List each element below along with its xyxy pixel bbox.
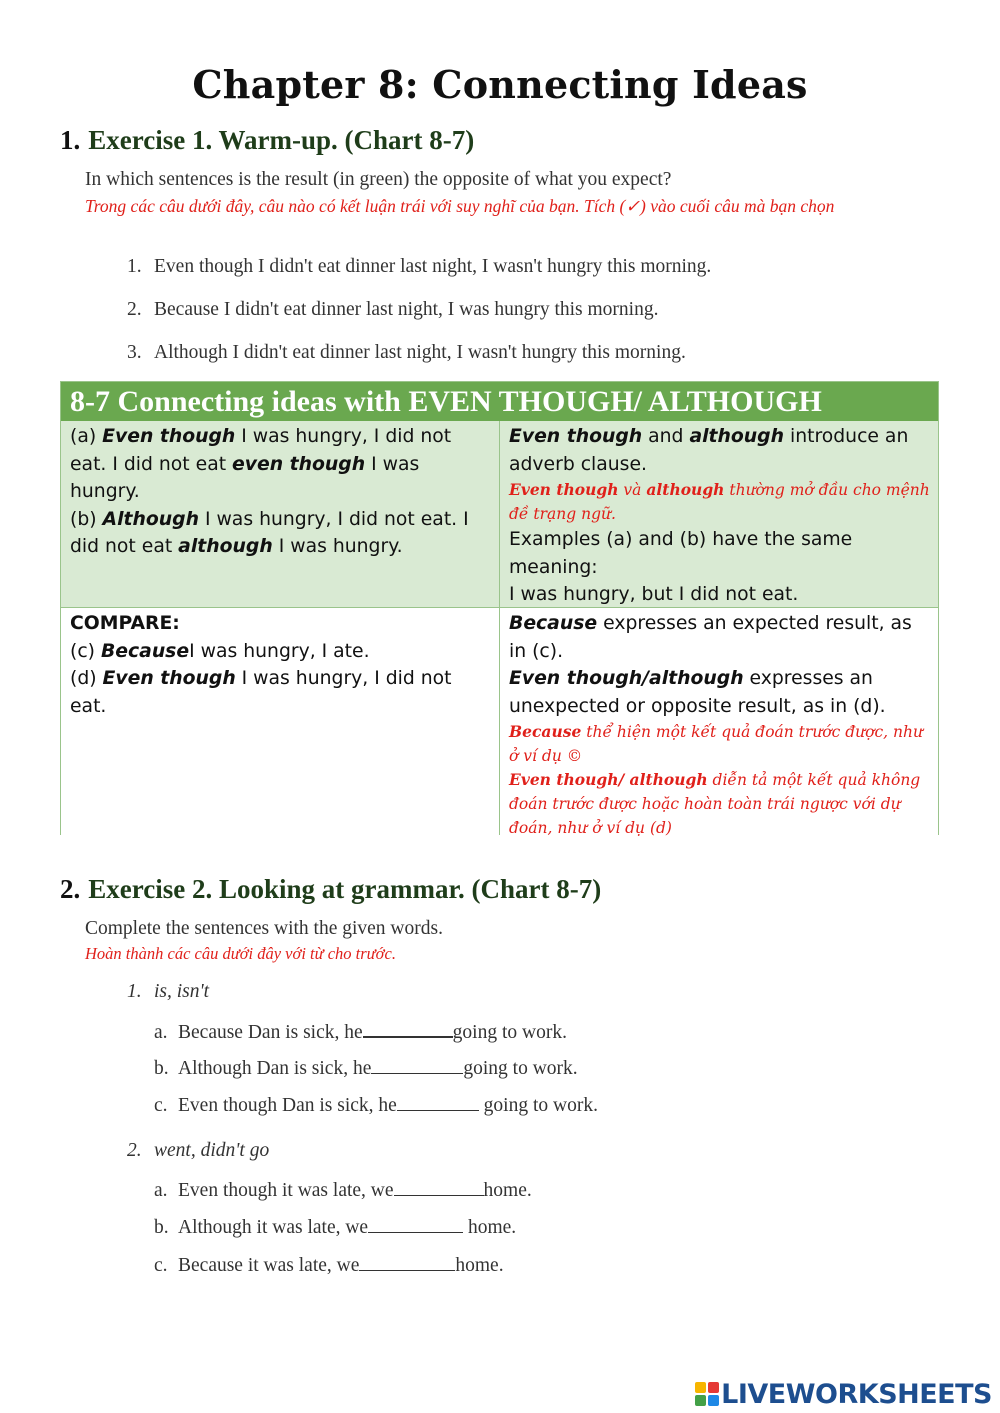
item-text-before: Although Dan is sick, he xyxy=(178,1058,372,1079)
vi-text: thường mở đầu cho mệnh đề trạng ngữ. xyxy=(509,481,930,523)
item-text-after: home. xyxy=(483,1180,532,1201)
sentence-number: 1. xyxy=(127,256,142,277)
item-letter: a. xyxy=(154,1180,168,1201)
logo-text: LIVEWORKSHEETS xyxy=(721,1378,992,1410)
liveworksheets-logo[interactable] xyxy=(695,1378,992,1410)
item-text-before: Even though it was late, we xyxy=(178,1180,394,1201)
item-letter: c. xyxy=(154,1255,168,1276)
examples-same-meaning: Examples (a) and (b) have the same meaning: xyxy=(509,529,853,578)
exercise-2-item xyxy=(154,1177,532,1202)
group-number: 2. xyxy=(127,1140,142,1161)
answer-blank[interactable] xyxy=(371,1055,463,1074)
vi-text: thể hiện một kết quả đoán trước được, như ở ví dụ © xyxy=(509,723,923,765)
chart-explanation-2 xyxy=(499,607,938,835)
sentence-number: 3. xyxy=(127,342,142,363)
sentence-number: 2. xyxy=(127,299,142,320)
group-2-words xyxy=(127,1140,269,1162)
group-number: 1. xyxy=(127,981,142,1002)
example-b-keyword: Although xyxy=(102,508,199,530)
exercise-2-item xyxy=(154,1252,504,1277)
example-b-text: I was hungry, I did not eat. I did not eat xyxy=(70,508,469,557)
example-d-text: I was hungry, I did not eat. xyxy=(70,668,452,717)
item-letter: b. xyxy=(154,1217,169,1238)
group-1-words xyxy=(127,981,209,1003)
compare-label: COMPARE: xyxy=(70,613,180,634)
chart-heading: 8-7 Connecting ideas with EVEN THOUGH/ ALTHOUGH xyxy=(61,382,938,421)
exercise-1-sentence[interactable] xyxy=(127,256,711,278)
example-c-label: (c) xyxy=(70,640,101,662)
exercise-2-number: 2. xyxy=(60,874,81,904)
explanation-vi xyxy=(509,478,930,526)
answer-blank[interactable] xyxy=(359,1252,455,1271)
explanation-text: expresses an expected result, as in (c). xyxy=(509,613,912,662)
exercise-1-instruction: In which sentences is the result (in green) the opposite of what you expect? xyxy=(85,169,672,190)
example-d-label: (d) xyxy=(70,668,103,689)
exercise-2-item xyxy=(154,1055,578,1080)
exercise-2-item xyxy=(154,1092,598,1117)
item-text-after: going to work. xyxy=(452,1022,567,1043)
explanation-text: and xyxy=(642,426,690,447)
chart-examples-a-b xyxy=(61,421,499,607)
example-b-label: (b) xyxy=(70,508,103,530)
item-text-after: going to work. xyxy=(478,1095,598,1116)
exercise-2-heading xyxy=(60,874,601,905)
page-title: Chapter 8: Connecting Ideas xyxy=(192,62,808,107)
keyword-even-though: Even though xyxy=(509,426,643,447)
explanation-vi-1 xyxy=(509,720,930,768)
exercise-2-instruction-vi: Hoàn thành các câu dưới đây với từ cho trước. xyxy=(85,944,396,963)
item-text-after: home. xyxy=(463,1217,517,1238)
sentence-text: Even though I didn't eat dinner last night, I wasn't hungry this morning. xyxy=(154,256,712,277)
answer-blank[interactable] xyxy=(397,1092,479,1111)
item-letter: b. xyxy=(154,1058,169,1079)
grammar-chart xyxy=(60,381,939,835)
given-words: went, didn't go xyxy=(154,1140,270,1161)
sentence-text: Because I didn't eat dinner last night, I was hungry this morning. xyxy=(154,299,659,320)
vi-keyword: Even though/ although xyxy=(509,770,708,789)
item-text-after: going to work. xyxy=(463,1058,578,1079)
item-text-before: Because Dan is sick, he xyxy=(178,1022,363,1043)
exercise-2-item xyxy=(154,1214,516,1239)
vi-keyword: Because xyxy=(509,722,582,741)
item-letter: c. xyxy=(154,1095,168,1116)
example-b-keyword-2: although xyxy=(178,536,273,557)
vi-keyword: although xyxy=(646,480,725,499)
explanation-text: introduce an adverb clause. xyxy=(509,426,909,475)
example-a-label: (a) xyxy=(70,426,103,447)
exercise-1-sentence[interactable] xyxy=(127,299,658,321)
explanation-vi-2 xyxy=(509,768,930,840)
sentence-text: Although I didn't eat dinner last night, I wasn't hungry this morning. xyxy=(154,342,686,363)
vi-text: và xyxy=(618,481,647,499)
keyword-because: Because xyxy=(509,613,598,634)
exercise-2-item xyxy=(154,1018,567,1044)
exercise-2-instruction: Complete the sentences with the given words. xyxy=(85,918,443,939)
example-c-text: I was hungry, I ate. xyxy=(189,640,370,662)
exercise-1-instruction-vi: Trong các câu dưới đây, câu nào có kết luận trái với suy nghĩ của bạn. Tích (✓) vào cuối câu mà bạn chọn xyxy=(85,196,835,216)
item-letter: a. xyxy=(154,1022,168,1043)
example-a-text: I was hungry, I did not eat. I did not eat xyxy=(70,426,452,475)
item-text-before: Because it was late, we xyxy=(178,1255,360,1276)
given-words: is, isn't xyxy=(154,981,210,1002)
chart-explanation-1 xyxy=(499,421,938,607)
example-a-text-2: I was hungry. xyxy=(70,453,420,502)
example-paraphrase: I was hungry, but I did not eat. xyxy=(509,584,799,605)
logo-icon xyxy=(695,1382,719,1406)
answer-blank[interactable] xyxy=(368,1214,463,1233)
exercise-1-title: Exercise 1. Warm-up. (Chart 8-7) xyxy=(88,125,475,155)
example-c-keyword: Because xyxy=(100,640,190,662)
example-a-keyword: Even though xyxy=(102,426,236,447)
item-text-before: Although it was late, we xyxy=(178,1217,369,1238)
answer-blank[interactable] xyxy=(394,1177,484,1196)
keyword-although: although xyxy=(689,426,784,447)
exercise-1-sentence[interactable] xyxy=(127,342,686,364)
vi-keyword: Even though xyxy=(509,480,619,499)
exercise-2-title: Exercise 2. Looking at grammar. (Chart 8-7) xyxy=(88,874,602,904)
example-b-text-2: I was hungry. xyxy=(272,536,403,557)
vi-text: diễn tả một kết quả không đoán trước được hoặc hoàn toàn trái ngược với dự đoán, như ở ví dụ (d) xyxy=(509,771,921,837)
chart-compare-examples xyxy=(61,607,499,835)
explanation-text: expresses an unexpected or opposite result, as in (d). xyxy=(509,668,886,717)
answer-blank[interactable] xyxy=(363,1018,453,1038)
item-text-before: Even though Dan is sick, he xyxy=(178,1095,397,1116)
exercise-1-heading xyxy=(60,125,474,156)
example-d-keyword: Even though xyxy=(102,668,236,689)
keyword-even-though-although: Even though/although xyxy=(509,668,744,689)
item-text-after: home. xyxy=(455,1255,504,1276)
example-a-keyword-2: even though xyxy=(232,453,366,475)
exercise-1-number: 1. xyxy=(60,125,81,155)
